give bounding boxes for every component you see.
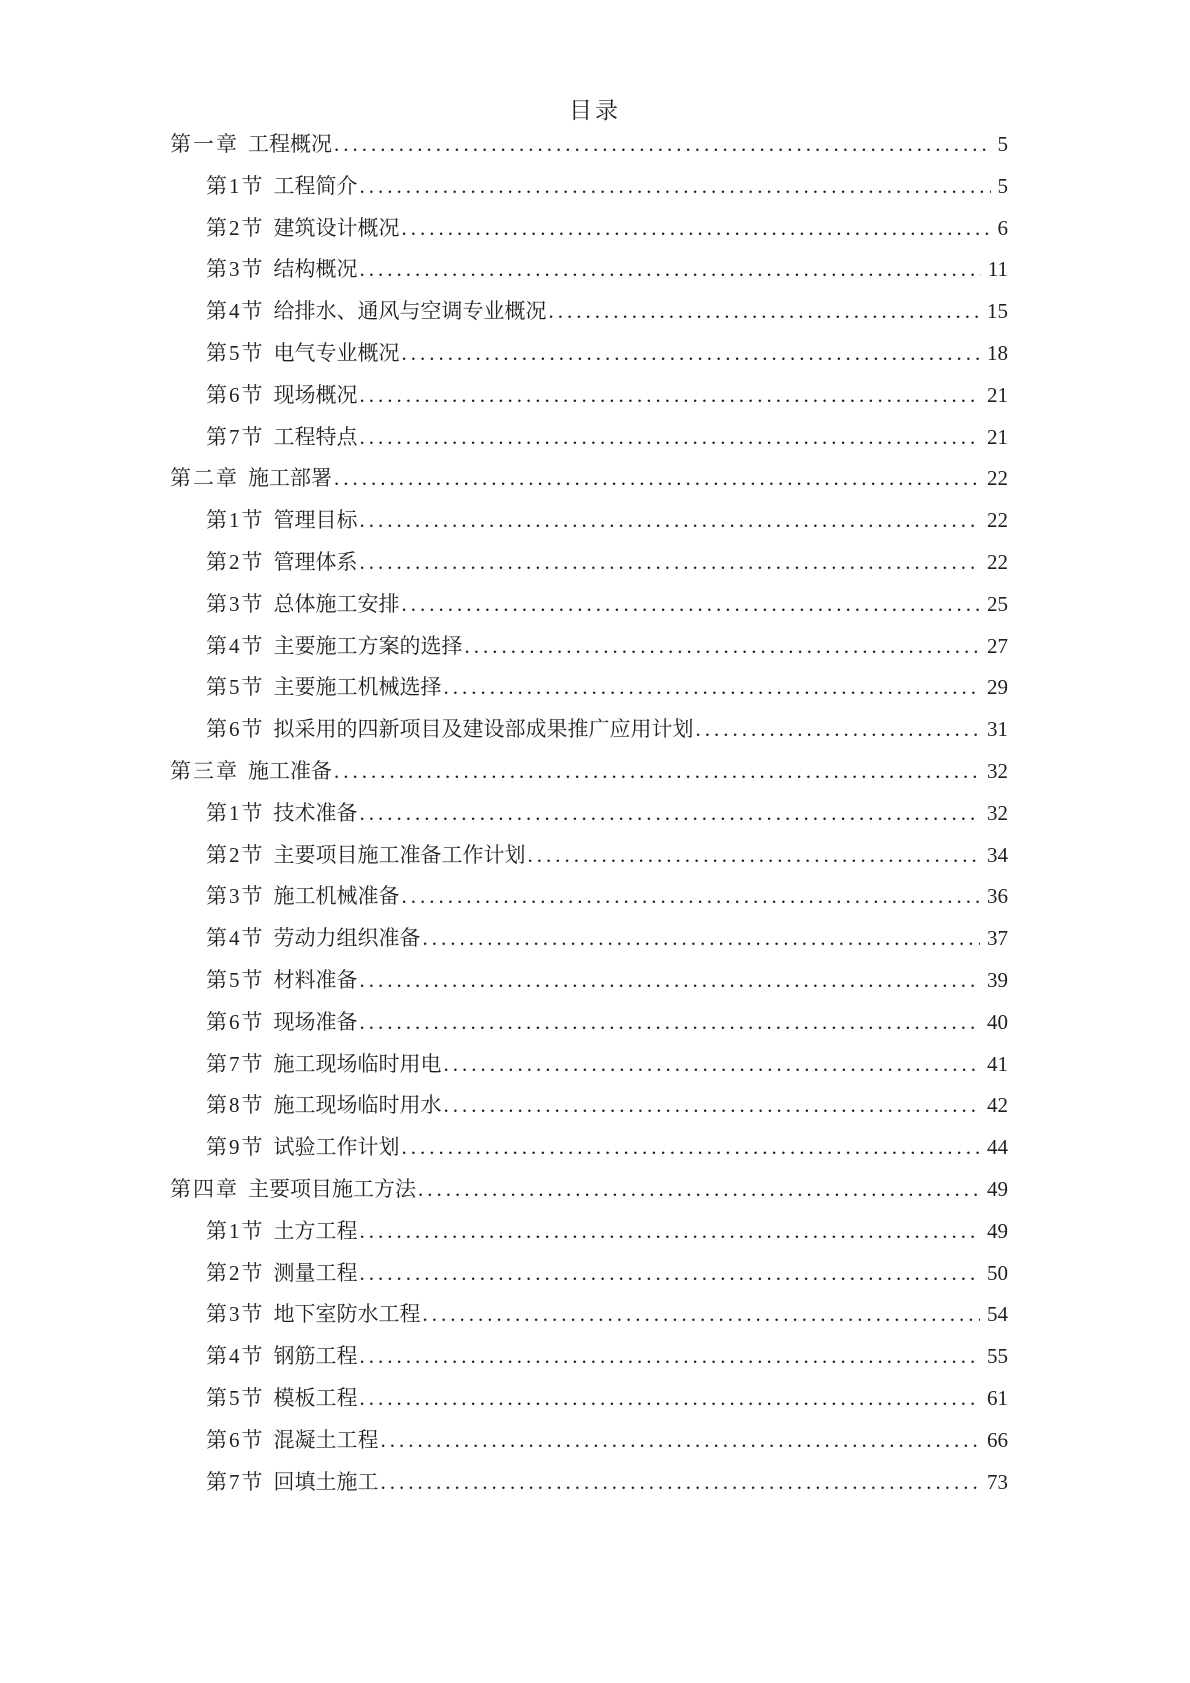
toc-entry-number: 第6节: [206, 1009, 265, 1034]
dot-leader: [360, 249, 981, 291]
toc-entry-page-number: 22: [987, 508, 1008, 533]
toc-entry-page-number: 21: [987, 424, 1008, 449]
toc-entry[interactable]: [170, 918, 1008, 960]
toc-entry-number: 第5节: [206, 675, 265, 700]
dot-leader: [334, 124, 991, 166]
toc-entry-title: 电气专业概况: [273, 340, 400, 365]
dot-leader: [334, 458, 980, 500]
toc-entry-title: 主要施工机械选择: [273, 675, 442, 700]
toc-entry-page-number: 54: [987, 1302, 1008, 1327]
dot-leader: [402, 1127, 981, 1169]
toc-entry-number: 第4节: [206, 926, 265, 951]
toc-entry[interactable]: [170, 709, 1008, 751]
toc-entry-number: 第3节: [206, 884, 265, 909]
toc-entry-title: 工程概况: [248, 132, 332, 156]
toc-entry-title: 施工部署: [248, 466, 332, 491]
toc-entry-page-number: 11: [987, 257, 1008, 282]
toc-entry[interactable]: [170, 1169, 1008, 1211]
toc-entry-page-number: 40: [987, 1009, 1008, 1034]
toc-entry-number: 第7节: [206, 424, 265, 449]
dot-leader: [360, 1253, 981, 1295]
toc-entry-page-number: 5: [997, 173, 1008, 198]
toc-entry-page-number: 31: [987, 717, 1008, 742]
toc-entry-number: 第7节: [206, 1469, 265, 1494]
toc-entry-title: 施工现场临时用水: [273, 1093, 442, 1118]
toc-entry-page-number: 61: [987, 1385, 1008, 1410]
toc-entry-page-number: 32: [987, 800, 1008, 825]
dot-leader: [423, 1294, 981, 1336]
toc-entry-title: 地下室防水工程: [273, 1302, 421, 1327]
toc-entry-page-number: 22: [987, 549, 1008, 574]
toc-entry-page-number: 36: [987, 884, 1008, 909]
toc-entry-number: 第3节: [206, 257, 265, 282]
dot-leader: [360, 960, 981, 1002]
toc-entry-number: 第1节: [206, 173, 265, 198]
toc-entry-number: 第7节: [206, 1051, 265, 1076]
toc-entry-page-number: 27: [987, 633, 1008, 658]
toc-entry-page-number: 66: [987, 1427, 1008, 1452]
toc-entry-page-number: 55: [987, 1344, 1008, 1369]
toc-entry-number: 第三章: [170, 758, 239, 783]
toc-entry[interactable]: [170, 1294, 1008, 1336]
toc-entry-title: 拟采用的四新项目及建设部成果推广应用计划: [273, 717, 694, 742]
table-of-contents: [170, 124, 1008, 1503]
toc-entry[interactable]: [170, 417, 1008, 459]
toc-entry-title: 现场概况: [273, 382, 358, 407]
toc-entry-number: 第3节: [206, 1302, 265, 1327]
toc-entry-title: 模板工程: [273, 1385, 358, 1410]
toc-entry[interactable]: [170, 626, 1008, 668]
toc-entry-title: 试验工作计划: [273, 1135, 400, 1160]
toc-entry-page-number: 21: [987, 382, 1008, 407]
toc-entry[interactable]: [170, 458, 1008, 500]
toc-entry-number: 第2节: [206, 549, 265, 574]
toc-entry-page-number: 25: [987, 591, 1008, 616]
dot-leader: [360, 1378, 981, 1420]
toc-entry[interactable]: [170, 793, 1008, 835]
toc-entry-title: 主要项目施工方法: [248, 1176, 416, 1201]
toc-entry-number: 第4节: [206, 299, 265, 324]
toc-entry-number: 第2节: [206, 842, 265, 867]
toc-entry-title: 劳动力组织准备: [273, 926, 421, 951]
toc-entry-title: 施工机械准备: [273, 884, 400, 909]
toc-entry-number: 第3节: [206, 591, 265, 616]
toc-entry[interactable]: [170, 1044, 1008, 1086]
toc-entry[interactable]: [170, 500, 1008, 542]
toc-entry-number: 第1节: [206, 1218, 265, 1243]
toc-entry-number: 第二章: [170, 466, 239, 491]
toc-entry-title: 混凝土工程: [273, 1427, 379, 1452]
toc-entry-number: 第5节: [206, 967, 265, 992]
toc-entry[interactable]: [170, 249, 1008, 291]
toc-entry-title: 管理目标: [273, 508, 358, 533]
toc-entry[interactable]: [170, 1085, 1008, 1127]
dot-leader: [549, 291, 981, 333]
toc-entry[interactable]: [170, 751, 1008, 793]
toc-entry-title: 结构概况: [273, 257, 358, 282]
toc-entry-number: 第6节: [206, 1427, 265, 1452]
dot-leader: [423, 918, 981, 960]
toc-entry-number: 第5节: [206, 1385, 265, 1410]
dot-leader: [402, 333, 981, 375]
dot-leader: [381, 1462, 981, 1504]
toc-entry-page-number: 32: [987, 758, 1008, 783]
toc-entry-title: 现场准备: [273, 1009, 358, 1034]
toc-entry-title: 主要施工方案的选择: [273, 633, 463, 658]
toc-entry-page-number: 37: [987, 926, 1008, 951]
toc-entry[interactable]: [170, 291, 1008, 333]
dot-leader: [360, 166, 991, 208]
dot-leader: [444, 1044, 981, 1086]
toc-entry-page-number: 5: [997, 132, 1008, 156]
toc-entry-number: 第2节: [206, 215, 265, 240]
dot-leader: [360, 1336, 981, 1378]
toc-entry[interactable]: [170, 124, 1008, 166]
toc-entry[interactable]: [170, 584, 1008, 626]
toc-entry-title: 回填土施工: [273, 1469, 379, 1494]
dot-leader: [528, 835, 981, 877]
toc-entry-page-number: 49: [987, 1218, 1008, 1243]
toc-entry[interactable]: [170, 1462, 1008, 1504]
dot-leader: [381, 1420, 981, 1462]
toc-entry[interactable]: [170, 876, 1008, 918]
dot-leader: [444, 667, 981, 709]
toc-entry-number: 第6节: [206, 382, 265, 407]
toc-entry-title: 总体施工安排: [273, 591, 400, 616]
dot-leader: [360, 500, 981, 542]
toc-entry-number: 第6节: [206, 717, 265, 742]
toc-entry-number: 第四章: [170, 1176, 239, 1201]
toc-entry-title: 主要项目施工准备工作计划: [273, 842, 526, 867]
toc-entry-number: 第4节: [206, 1344, 265, 1369]
toc-entry-number: 第一章: [170, 132, 239, 156]
toc-entry-title: 技术准备: [273, 800, 358, 825]
toc-entry-page-number: 73: [987, 1469, 1008, 1494]
toc-entry-title: 测量工程: [273, 1260, 358, 1285]
toc-entry-page-number: 39: [987, 967, 1008, 992]
toc-entry[interactable]: [170, 1336, 1008, 1378]
toc-entry[interactable]: [170, 667, 1008, 709]
toc-entry-page-number: 42: [987, 1093, 1008, 1118]
toc-entry-page-number: 22: [987, 466, 1008, 491]
dot-leader: [418, 1169, 980, 1211]
toc-entry-title: 材料准备: [273, 967, 358, 992]
toc-entry[interactable]: [170, 835, 1008, 877]
toc-entry-title: 施工准备: [248, 758, 332, 783]
dot-leader: [360, 542, 981, 584]
toc-entry-number: 第1节: [206, 508, 265, 533]
toc-entry-page-number: 41: [987, 1051, 1008, 1076]
page-title: 目录: [569, 98, 621, 123]
toc-entry-number: 第9节: [206, 1135, 265, 1160]
toc-entry-title: 给排水、通风与空调专业概况: [273, 299, 547, 324]
toc-entry-title: 工程简介: [273, 173, 358, 198]
toc-entry[interactable]: [170, 1211, 1008, 1253]
toc-entry[interactable]: [170, 333, 1008, 375]
toc-entry[interactable]: [170, 960, 1008, 1002]
toc-entry-number: 第5节: [206, 340, 265, 365]
toc-entry-title: 管理体系: [273, 549, 358, 574]
toc-entry-number: 第2节: [206, 1260, 265, 1285]
toc-entry-title: 钢筋工程: [273, 1344, 358, 1369]
toc-entry[interactable]: [170, 1378, 1008, 1420]
toc-entry[interactable]: [170, 166, 1008, 208]
dot-leader: [402, 584, 981, 626]
toc-entry-page-number: 50: [987, 1260, 1008, 1285]
toc-entry-title: 施工现场临时用电: [273, 1051, 442, 1076]
dot-leader: [444, 1085, 981, 1127]
toc-entry[interactable]: [170, 1253, 1008, 1295]
toc-entry-page-number: 29: [987, 675, 1008, 700]
toc-entry-title: 建筑设计概况: [273, 215, 400, 240]
dot-leader: [334, 751, 980, 793]
dot-leader: [402, 876, 981, 918]
toc-entry-number: 第4节: [206, 633, 265, 658]
toc-entry[interactable]: [170, 542, 1008, 584]
dot-leader: [360, 793, 981, 835]
toc-entry-page-number: 44: [987, 1135, 1008, 1160]
dot-leader: [465, 626, 981, 668]
toc-entry-page-number: 6: [997, 215, 1008, 240]
toc-entry-page-number: 15: [987, 299, 1008, 324]
toc-entry-page-number: 18: [987, 340, 1008, 365]
toc-entry[interactable]: [170, 375, 1008, 417]
dot-leader: [360, 1002, 981, 1044]
toc-entry-number: 第8节: [206, 1093, 265, 1118]
toc-entry[interactable]: [170, 1002, 1008, 1044]
toc-entry[interactable]: [170, 1127, 1008, 1169]
dot-leader: [360, 375, 981, 417]
toc-entry[interactable]: [170, 1420, 1008, 1462]
toc-entry[interactable]: [170, 208, 1008, 250]
dot-leader: [360, 417, 981, 459]
toc-entry-title: 工程特点: [273, 424, 358, 449]
dot-leader: [360, 1211, 981, 1253]
toc-entry-page-number: 49: [987, 1176, 1008, 1201]
dot-leader: [402, 208, 991, 250]
toc-entry-title: 土方工程: [273, 1218, 358, 1243]
toc-entry-number: 第1节: [206, 800, 265, 825]
toc-entry-page-number: 34: [987, 842, 1008, 867]
dot-leader: [696, 709, 981, 751]
